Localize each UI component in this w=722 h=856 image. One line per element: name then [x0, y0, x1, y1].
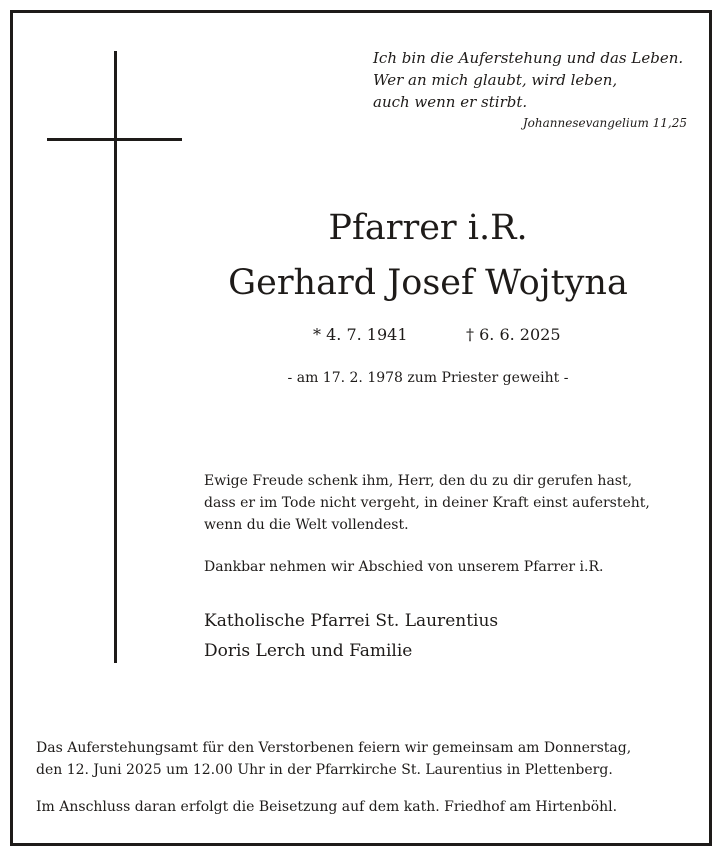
- ordination-date: - am 17. 2. 1978 zum Priester geweiht -: [287, 370, 569, 386]
- verse-reference: Johannesevangelium 11,25: [522, 116, 687, 130]
- mourners-list: [204, 606, 498, 666]
- verse-line: Ich bin die Auferstehung und das Leben.: [373, 49, 684, 67]
- cross-icon: [114, 51, 117, 663]
- deceased-title: Pfarrer i.R.: [328, 208, 528, 248]
- obituary-notice: [10, 10, 712, 846]
- death-date: † 6. 6. 2025: [466, 325, 561, 344]
- service-line: Das Auferstehungsamt für den Verstorbenen feiern wir gemeinsam am Donnerstag,: [36, 740, 632, 756]
- service-announcement: [36, 737, 631, 781]
- farewell-text: Dankbar nehmen wir Abschied von unserem Pfarrer i.R.: [204, 559, 604, 575]
- verse-line: auch wenn er stirbt.: [373, 93, 528, 111]
- cross-icon-beam: [47, 138, 182, 141]
- birth-date: * 4. 7. 1941: [313, 325, 408, 344]
- bible-verse: [373, 47, 703, 113]
- verse-line: Wer an mich glaubt, wird leben,: [373, 71, 618, 89]
- mourner-parish: Katholische Pfarrei St. Laurentius: [204, 611, 499, 631]
- burial-announcement: Im Anschluss daran erfolgt die Beisetzung auf dem kath. Friedhof am Hirtenböhl.: [36, 799, 618, 815]
- prayer-line: dass er im Tode nicht vergeht, in deiner Kraft einst aufersteht,: [204, 495, 650, 511]
- prayer-line: Ewige Freude schenk ihm, Herr, den du zu dir gerufen hast,: [204, 473, 633, 489]
- deceased-name: Gerhard Josef Wojtyna: [228, 263, 628, 303]
- mourner-family: Doris Lerch und Familie: [204, 641, 413, 661]
- service-line: den 12. Juni 2025 um 12.00 Uhr in der Pfarrkirche St. Laurentius in Plettenberg.: [36, 762, 613, 778]
- prayer-text: [204, 470, 650, 536]
- prayer-line: wenn du die Welt vollendest.: [204, 517, 409, 533]
